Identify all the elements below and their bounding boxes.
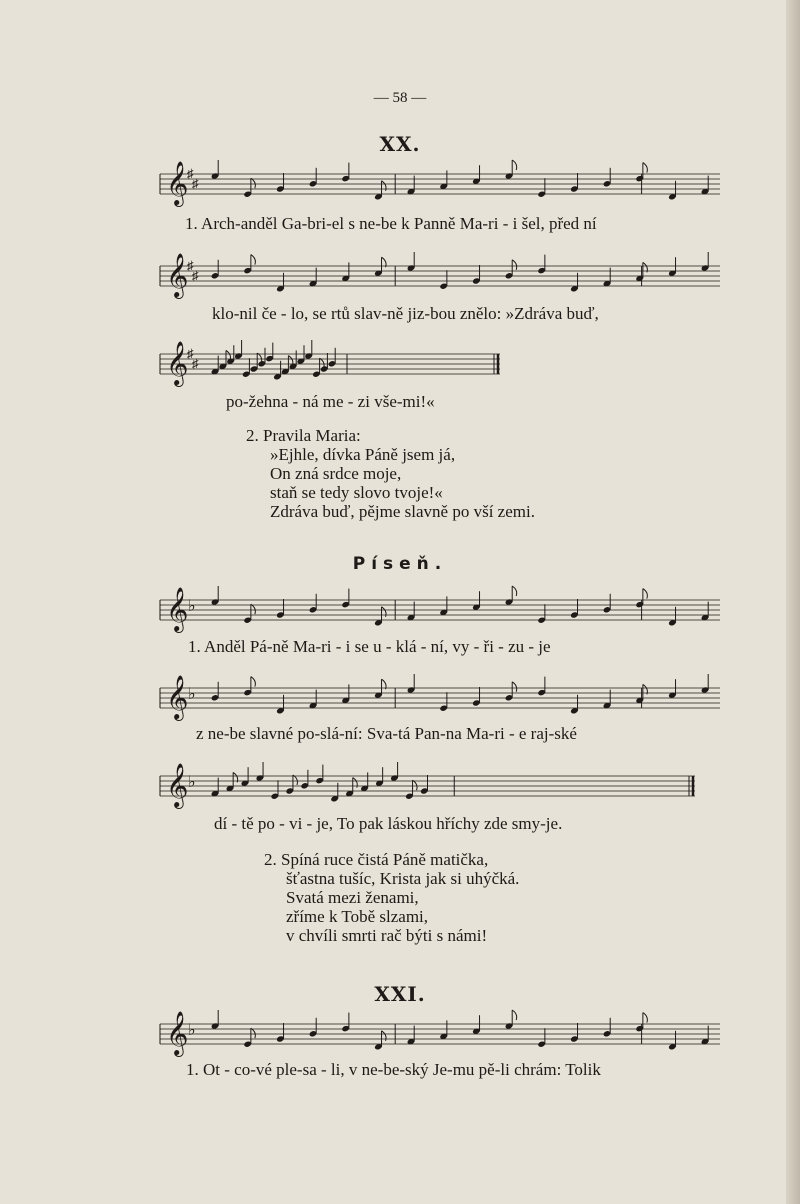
note	[668, 257, 677, 277]
verse-line: On zná srdce moje,	[270, 464, 402, 483]
lyric-xx-1: 1. Arch-anděl Ga-bri-el s ne-be k Panně Ma-ri - i šel, před ní	[185, 214, 597, 233]
treble-clef-icon: 𝄞	[166, 341, 189, 385]
note	[243, 604, 255, 624]
note	[505, 160, 517, 180]
note	[341, 1013, 350, 1033]
note	[439, 270, 448, 290]
note	[315, 765, 324, 785]
verse-line: »Ejhle, dívka Páně jsem já,	[270, 445, 456, 464]
note	[211, 160, 220, 180]
note	[407, 1026, 416, 1046]
note	[505, 260, 517, 280]
note	[603, 1018, 612, 1038]
flat-sign-icon: ♭	[188, 686, 196, 703]
note	[328, 348, 337, 368]
note	[285, 775, 297, 795]
note	[472, 1015, 481, 1035]
note	[472, 165, 481, 185]
note	[276, 599, 285, 619]
note	[570, 173, 579, 193]
note	[505, 682, 517, 702]
note	[226, 772, 238, 792]
treble-clef-icon: 𝄞	[166, 675, 189, 719]
verse-pisen-2	[264, 850, 519, 945]
sharp-sign-icon: ♯	[187, 258, 194, 273]
flat-sign-icon: ♭	[188, 774, 196, 791]
note	[211, 682, 220, 702]
note	[271, 780, 280, 800]
note	[341, 589, 350, 609]
note	[360, 772, 369, 792]
staff-xx-1	[160, 162, 720, 210]
song-xx-title: XX.	[379, 132, 421, 156]
note	[603, 594, 612, 614]
note	[211, 1010, 220, 1030]
note	[374, 257, 386, 277]
note	[505, 586, 517, 606]
lyric-xx-2: klo-nil če - lo, se rtů slav-ně jiz-bou znělo: »Zdráva buď,	[212, 304, 599, 323]
staff-xx-2	[160, 254, 720, 302]
verse-line: zříme k Tobě slzami,	[286, 907, 429, 926]
note	[243, 178, 255, 198]
note	[309, 594, 318, 614]
note	[256, 762, 265, 782]
note	[226, 345, 235, 365]
note	[407, 602, 416, 622]
note	[439, 170, 448, 190]
note	[243, 1028, 255, 1048]
note	[701, 1026, 710, 1046]
verse-line: Zdráva buď, pějme slavně po vší zemi.	[270, 502, 535, 521]
note	[407, 176, 416, 196]
lyric-xx-3: po-žehna - ná me - zi vše-mi!«	[226, 392, 435, 411]
note	[341, 163, 350, 183]
staff-pisen-1	[160, 588, 720, 636]
note	[603, 690, 612, 710]
staff-pisen-2	[160, 676, 720, 724]
note	[289, 350, 298, 370]
lyric-pisen-3: dí - tě po - vi - je, To pak láskou hříchy zde smy-je.	[214, 814, 563, 833]
treble-clef-icon: 𝄞	[166, 253, 189, 297]
verse-xx-2	[246, 426, 535, 521]
note	[341, 684, 350, 704]
staff-xx-3	[160, 342, 500, 390]
note	[472, 687, 481, 707]
song-pisen-title: Píseň.	[352, 554, 448, 574]
note	[570, 1023, 579, 1043]
staff-xxi-1	[160, 1012, 720, 1060]
note	[241, 767, 250, 787]
note	[309, 690, 318, 710]
note	[439, 1020, 448, 1040]
sharp-sign-icon: ♯	[187, 166, 194, 181]
note	[276, 1023, 285, 1043]
treble-clef-icon: 𝄞	[166, 763, 189, 807]
note	[537, 255, 546, 275]
note	[345, 778, 357, 798]
sharp-sign-icon: ♯	[187, 346, 194, 361]
lyric-pisen-1: 1. Anděl Pá-ně Ma-ri - i se u - klá - ní, vy - ři - zu - je	[188, 637, 551, 656]
note	[405, 780, 417, 800]
sharp-sign-icon: ♯	[192, 176, 199, 191]
note	[300, 770, 309, 790]
verse-line: 2. Spíná ruce čistá Páně matička,	[264, 850, 489, 869]
note	[211, 260, 220, 280]
note	[234, 340, 243, 360]
page-edge	[786, 0, 800, 1204]
note	[375, 767, 384, 787]
lyric-pisen-2: z ne-be slavné po-slá-ní: Sva-tá Pan-na Ma-ri - e raj-ské	[196, 724, 577, 743]
note	[701, 674, 710, 694]
note	[472, 591, 481, 611]
note	[668, 679, 677, 699]
note	[390, 762, 399, 782]
note	[211, 586, 220, 606]
flat-sign-icon: ♭	[188, 1022, 196, 1039]
verse-line: 2. Pravila Maria:	[246, 426, 361, 445]
note	[537, 677, 546, 697]
note	[570, 599, 579, 619]
staff-pisen-3	[160, 764, 720, 812]
treble-clef-icon: 𝄞	[166, 1011, 189, 1055]
note	[374, 679, 386, 699]
verse-line: Svatá mezi ženami,	[286, 888, 419, 907]
song-xxi-title: XXI.	[374, 982, 426, 1006]
note	[407, 252, 416, 272]
treble-clef-icon: 𝄞	[166, 587, 189, 631]
note	[407, 674, 416, 694]
sharp-sign-icon: ♯	[192, 356, 199, 371]
note	[505, 1010, 517, 1030]
note	[701, 252, 710, 272]
note	[304, 340, 313, 360]
verse-line: staň se tedy slovo tvoje!«	[270, 483, 443, 502]
note	[276, 173, 285, 193]
lyric-xxi-1: 1. Ot - co-vé ple-sa - li, v ne-be-ský Je-mu pě-li chrám: Tolik	[186, 1060, 601, 1079]
note	[603, 268, 612, 288]
note	[420, 775, 429, 795]
page-number: — 58 —	[373, 90, 427, 106]
note	[537, 604, 546, 624]
note	[537, 178, 546, 198]
note	[439, 692, 448, 712]
verse-line: šťastna tušíc, Krista jak si uhýčká.	[286, 869, 520, 888]
note	[265, 343, 274, 363]
note	[320, 353, 329, 373]
note	[472, 265, 481, 285]
treble-clef-icon: 𝄞	[166, 161, 189, 205]
sharp-sign-icon: ♯	[192, 268, 199, 283]
note	[439, 596, 448, 616]
note	[309, 268, 318, 288]
note	[537, 1028, 546, 1048]
note	[258, 348, 267, 368]
note	[211, 778, 220, 798]
note	[297, 345, 306, 365]
note	[701, 176, 710, 196]
note	[603, 168, 612, 188]
note	[242, 358, 251, 378]
note	[211, 356, 220, 376]
verse-line: v chvíli smrti rač býti s námi!	[286, 926, 488, 945]
flat-sign-icon: ♭	[188, 598, 196, 615]
note	[309, 1018, 318, 1038]
note	[341, 262, 350, 282]
note	[309, 168, 318, 188]
note	[701, 602, 710, 622]
